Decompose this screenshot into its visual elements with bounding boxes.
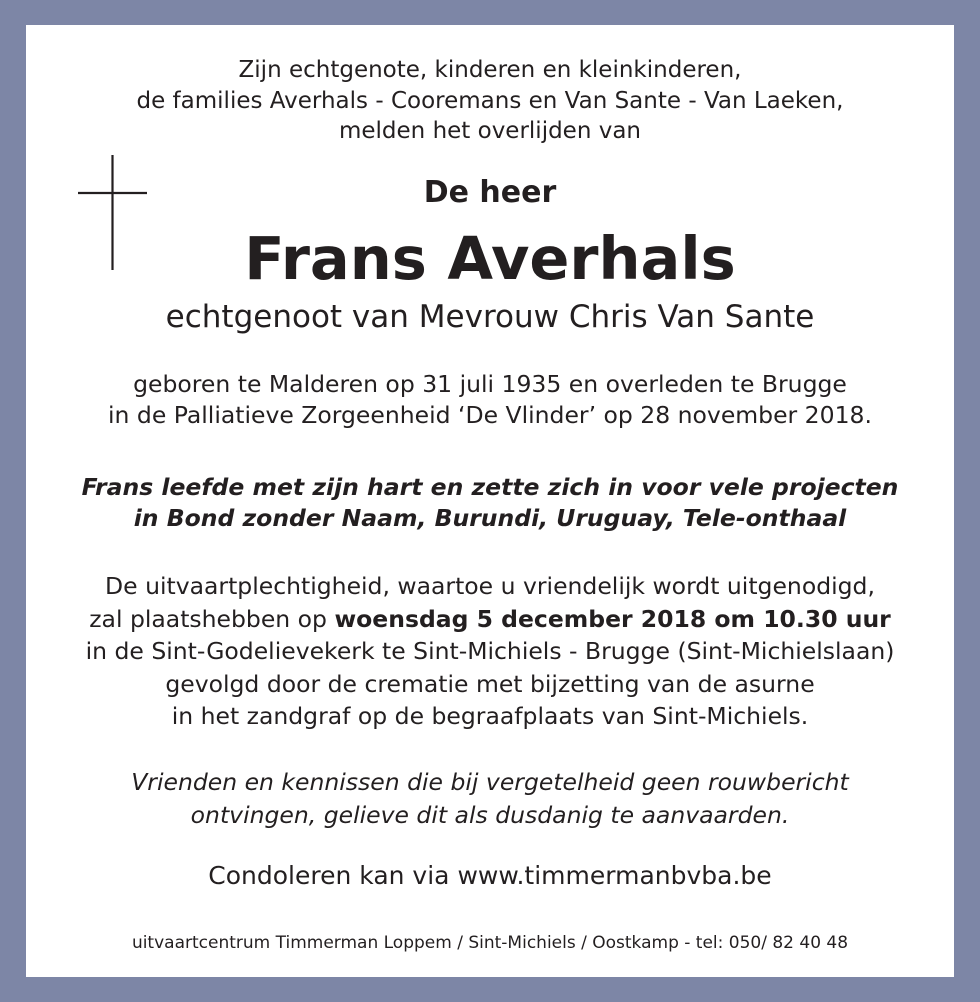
birth-line: geboren te Malderen op 31 juli 1935 en overleden te Brugge (133, 370, 847, 398)
deceased-title: De heer (423, 175, 557, 210)
intro-line: de families Averhals - Cooremans en Van Sante - Van Laeken, (136, 87, 844, 114)
note-line: ontvingen, gelieve dit als dusdanig te aanvaarden. (190, 801, 790, 829)
note-section (26, 766, 954, 832)
ceremony-date: woensdag 5 december 2018 om 10.30 uur (334, 604, 891, 633)
ceremony-line: in de Sint-Godelievekerk te Sint-Michiels - Brugge (Sint-Michielslaan) (85, 637, 895, 665)
birth-line: in de Palliatieve Zorgeenheid ‘De Vlinder’ op 28 november 2018. (108, 401, 872, 429)
birth-section (26, 369, 954, 431)
condolences-line: Condoleren kan via www.timmermanbvba.be (208, 861, 772, 890)
intro-section (26, 55, 954, 147)
footer-line: uitvaartcentrum Timmerman Loppem / Sint-Michiels / Oostkamp - tel: 050/ 82 40 48 (131, 933, 849, 953)
intro-line: Zijn echtgenote, kinderen en kleinkinderen, (238, 57, 742, 83)
ceremony-prefix: zal plaatshebben op (89, 604, 335, 633)
spouse-line: echtgenoot van Mevrouw Chris Van Sante (165, 299, 815, 335)
ceremony-line: in het zandgraf op de begraafplaats van Sint-Michiels. (171, 702, 809, 730)
tribute-section (26, 472, 954, 534)
ceremony-section (26, 570, 954, 733)
ceremony-line: gevolgd door de crematie met bijzetting van de asurne (165, 669, 815, 698)
obituary-card (26, 25, 954, 977)
ceremony-line: De uitvaartplechtigheid, waartoe u vriendelijk wordt uitgenodigd, (105, 572, 875, 600)
intro-line: melden het overlijden van (338, 118, 642, 144)
deceased-name: Frans Averhals (244, 224, 736, 293)
note-line: Vrienden en kennissen die bij vergetelheid geen rouwbericht (131, 768, 849, 796)
tribute-line: Frans leefde met zijn hart en zette zich in voor vele projecten (81, 473, 899, 501)
ceremony-line (26, 603, 954, 636)
tribute-line: in Bond zonder Naam, Burundi, Uruguay, Tele-onthaal (133, 504, 847, 532)
